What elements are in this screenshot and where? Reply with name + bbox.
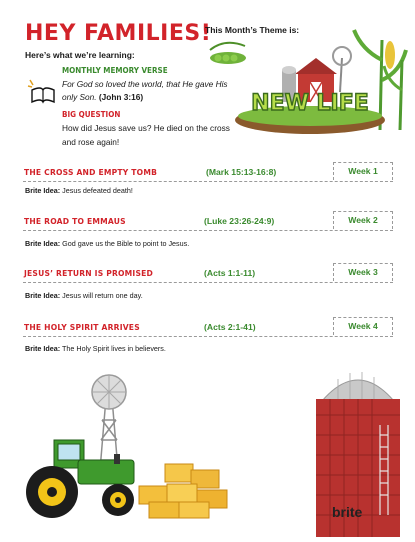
week-1-label: Week 1 (333, 162, 393, 180)
week-1-idea-text: Jesus defeated death! (62, 186, 133, 195)
week-4-title: THE HOLY SPIRIT ARRIVES (24, 323, 140, 332)
bible-icon (26, 78, 56, 104)
week-2-title: THE ROAD TO EMMAUS (24, 217, 126, 226)
brite-idea-label: Brite Idea: (25, 239, 61, 248)
page-title: HEY FAMILIES! (25, 21, 212, 46)
big-question-line2: and rose again! (62, 137, 120, 147)
week-4-label: Week 4 (333, 317, 393, 335)
week-3-idea-text: Jesus will return one day. (62, 291, 143, 300)
week-1-row (23, 167, 393, 182)
week-3-idea (25, 291, 143, 300)
week-2-label: Week 2 (333, 211, 393, 229)
week-2-reference: (Luke 23:26-24:9) (204, 216, 275, 226)
hay-bales-artwork (135, 460, 235, 522)
memory-verse-line2: only Son. (62, 92, 97, 102)
week-4-idea (25, 344, 166, 353)
week-3-reference: (Acts 1:1-11) (204, 268, 256, 278)
week-4-reference: (Acts 2:1-41) (204, 322, 256, 332)
brite-logo: brite (332, 504, 363, 520)
week-1-title: THE CROSS AND EMPTY TOMB (24, 168, 158, 177)
big-question-text (62, 121, 237, 149)
hay-bales-icon (135, 460, 235, 522)
week-4-row (23, 322, 393, 337)
big-question-line1: How did Jesus save us? He died on the cross (62, 123, 230, 133)
memory-verse-reference: (John 3:16) (98, 92, 144, 102)
memory-verse-text (62, 78, 237, 104)
week-4-idea-text: The Holy Spirit lives in believers. (62, 344, 166, 353)
week-2-idea-text: God gave us the Bible to point to Jesus. (62, 239, 190, 248)
windmill-tractor-artwork (14, 370, 139, 530)
memory-verse-line1: For God so loved the world, that He gave His (62, 79, 228, 89)
week-3-row (23, 268, 393, 283)
week-2-row (23, 216, 393, 231)
big-question-heading: BIG QUESTION (62, 110, 121, 119)
new-life-logo: NEW LIFE (251, 91, 369, 116)
week-3-label: Week 3 (333, 263, 393, 281)
week-1-reference: (Mark 15:13-16:8) (206, 167, 277, 177)
brite-idea-label: Brite Idea: (25, 291, 61, 300)
week-2-idea (25, 239, 189, 248)
memory-verse-heading: MONTHLY MEMORY VERSE (62, 66, 168, 75)
theme-label: This Month’s Theme is: (205, 25, 300, 35)
brite-idea-label: Brite Idea: (25, 186, 61, 195)
week-3-title: JESUS’ RETURN IS PROMISED (24, 269, 154, 278)
week-1-idea (25, 186, 133, 195)
brite-idea-label: Brite Idea: (25, 344, 61, 353)
learning-subtitle: Here’s what we’re learning: (25, 50, 135, 60)
tractor-icon (14, 370, 139, 530)
